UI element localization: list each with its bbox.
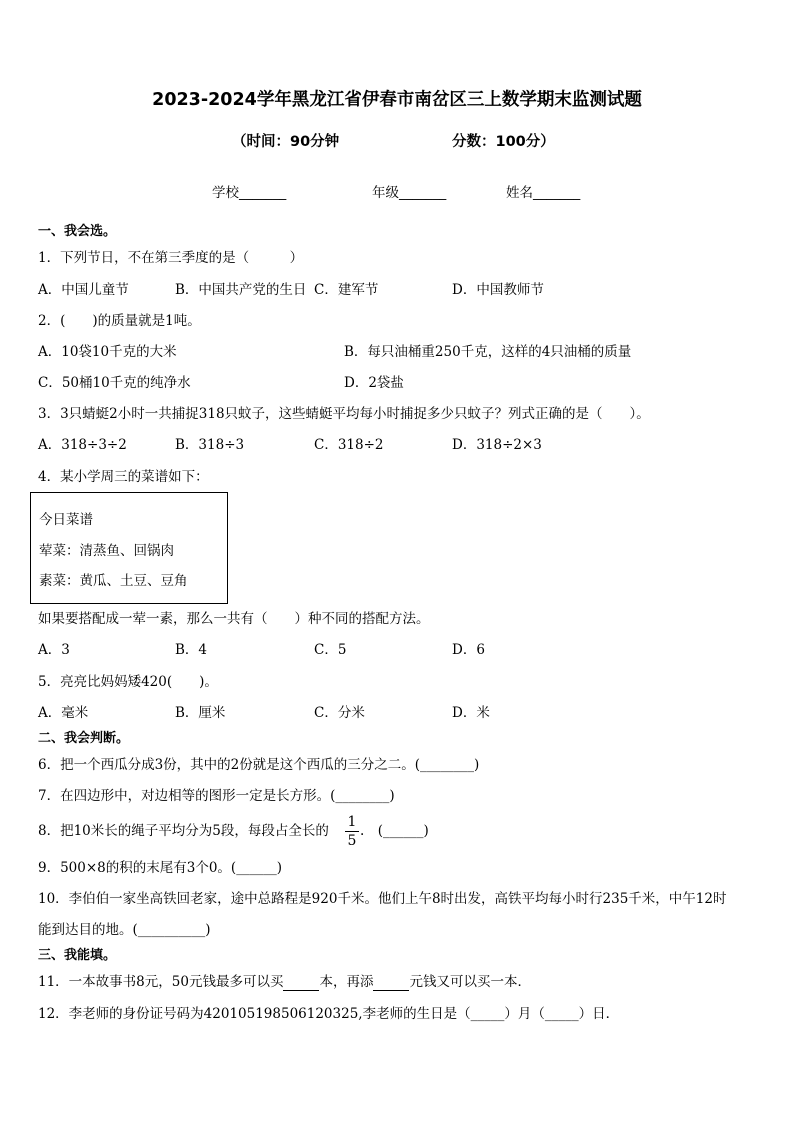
page-title: 2023-2024学年黑龙江省伊春市南岔区三上数学期末监测试题 [152, 90, 642, 110]
question-11-part-2: 本，再添 [319, 974, 374, 990]
q5-option-b[interactable]: B．厘米 [175, 705, 226, 721]
q5-option-d[interactable]: D．米 [452, 705, 490, 721]
q2-option-b[interactable]: B．每只油桶重250千克，这样的4只油桶的质量 [344, 344, 632, 360]
q1-option-d[interactable]: D．中国教师节 [452, 282, 544, 298]
question-1: 1．下列节日，不在第三季度的是（ ） [38, 250, 304, 266]
question-4-prompt: 如果要搭配成一荤一素，那么一共有（ ）种不同的搭配方法。 [38, 611, 430, 627]
q4-option-d[interactable]: D．6 [452, 642, 485, 658]
question-11-part-3: 元钱又可以买一本． [409, 974, 531, 990]
question-9[interactable]: 9．500×8的积的末尾有3个0。(______) [38, 860, 282, 876]
question-11 [38, 973, 531, 991]
fraction-bar [345, 831, 359, 832]
q3-option-a[interactable]: A．318÷3÷2 [38, 437, 127, 453]
q2-option-a[interactable]: A．10袋10千克的大米 [38, 344, 177, 360]
fraction-one-fifth [345, 814, 359, 849]
q3-option-c[interactable]: C．318÷2 [314, 437, 384, 453]
question-10-line-2[interactable]: 能到达目的地。(__________) [38, 922, 211, 938]
q4-option-a[interactable]: A．3 [38, 642, 70, 658]
q2-option-c[interactable]: C．50桶10千克的纯净水 [38, 375, 191, 391]
q5-option-c[interactable]: C．分米 [314, 705, 365, 721]
question-10-line-1: 10．李伯伯一家坐高铁回老家，途中总路程是920千米。他们上午8时出发，高铁平均每小时行235千米，中午12时 [38, 891, 727, 907]
time-limit: （时间：90分钟 [232, 134, 340, 150]
question-11-part-1: 11．一本故事书8元，50元钱最多可以买 [38, 974, 284, 990]
q4-option-b[interactable]: B．4 [175, 642, 208, 658]
name-field[interactable]: 姓名_______ [506, 185, 581, 201]
question-7[interactable]: 7．在四边形中，对边相等的图形一定是长方形。(________) [38, 788, 395, 804]
q1-option-a[interactable]: A．中国儿童节 [38, 282, 129, 298]
menu-box [30, 492, 228, 604]
q2-option-d[interactable]: D．2袋盐 [344, 375, 404, 391]
fraction-numerator: 1 [347, 814, 357, 830]
question-8-text: 8．把10米长的绳子平均分为5段，每段占全长的 [38, 823, 329, 839]
menu-title: 今日菜谱 [39, 512, 93, 528]
grade-field[interactable]: 年级_______ [372, 185, 447, 201]
question-4: 4．某小学周三的菜谱如下： [38, 469, 209, 485]
menu-meat-dishes: 荤菜：清蒸鱼、回锅肉 [39, 543, 174, 559]
q5-option-a[interactable]: A．毫米 [38, 705, 89, 721]
school-field[interactable]: 学校_______ [212, 185, 287, 201]
question-12[interactable]: 12．李老师的身份证号码为420105198506120325,李老师的生日是（_____）月（_____）日． [38, 1006, 620, 1022]
question-2: 2．( )的质量就是1吨。 [38, 313, 201, 329]
question-8-blank[interactable]: . (______) [360, 823, 429, 839]
menu-veg-dishes: 素菜：黄瓜、土豆、豆角 [39, 573, 188, 589]
q3-option-d[interactable]: D．318÷2×3 [452, 437, 542, 453]
q1-option-c[interactable]: C．建军节 [314, 282, 379, 298]
q4-option-c[interactable]: C．5 [314, 642, 347, 658]
question-5: 5．亮亮比妈妈矮420( )。 [38, 674, 218, 690]
fraction-denominator: 5 [347, 833, 357, 849]
q11-blank-2[interactable] [373, 978, 409, 991]
q3-option-b[interactable]: B．318÷3 [175, 437, 245, 453]
question-6[interactable]: 6．把一个西瓜分成3份，其中的2份就是这个西瓜的三分之二。(________) [38, 757, 480, 773]
section-3-title: 三、我能填。 [38, 948, 117, 963]
section-1-title: 一、我会选。 [38, 224, 117, 239]
section-2-title: 二、我会判断。 [38, 731, 130, 746]
question-3: 3．3只蜻蜓2小时一共捕捉318只蚊子，这些蜻蜓平均每小时捕捉多少只蚊子？列式正确的是（ ）。 [38, 406, 650, 422]
q11-blank-1[interactable] [283, 978, 319, 991]
q1-option-b[interactable]: B．中国共产党的生日 [175, 282, 307, 298]
total-score: 分数：100分） [452, 134, 555, 150]
